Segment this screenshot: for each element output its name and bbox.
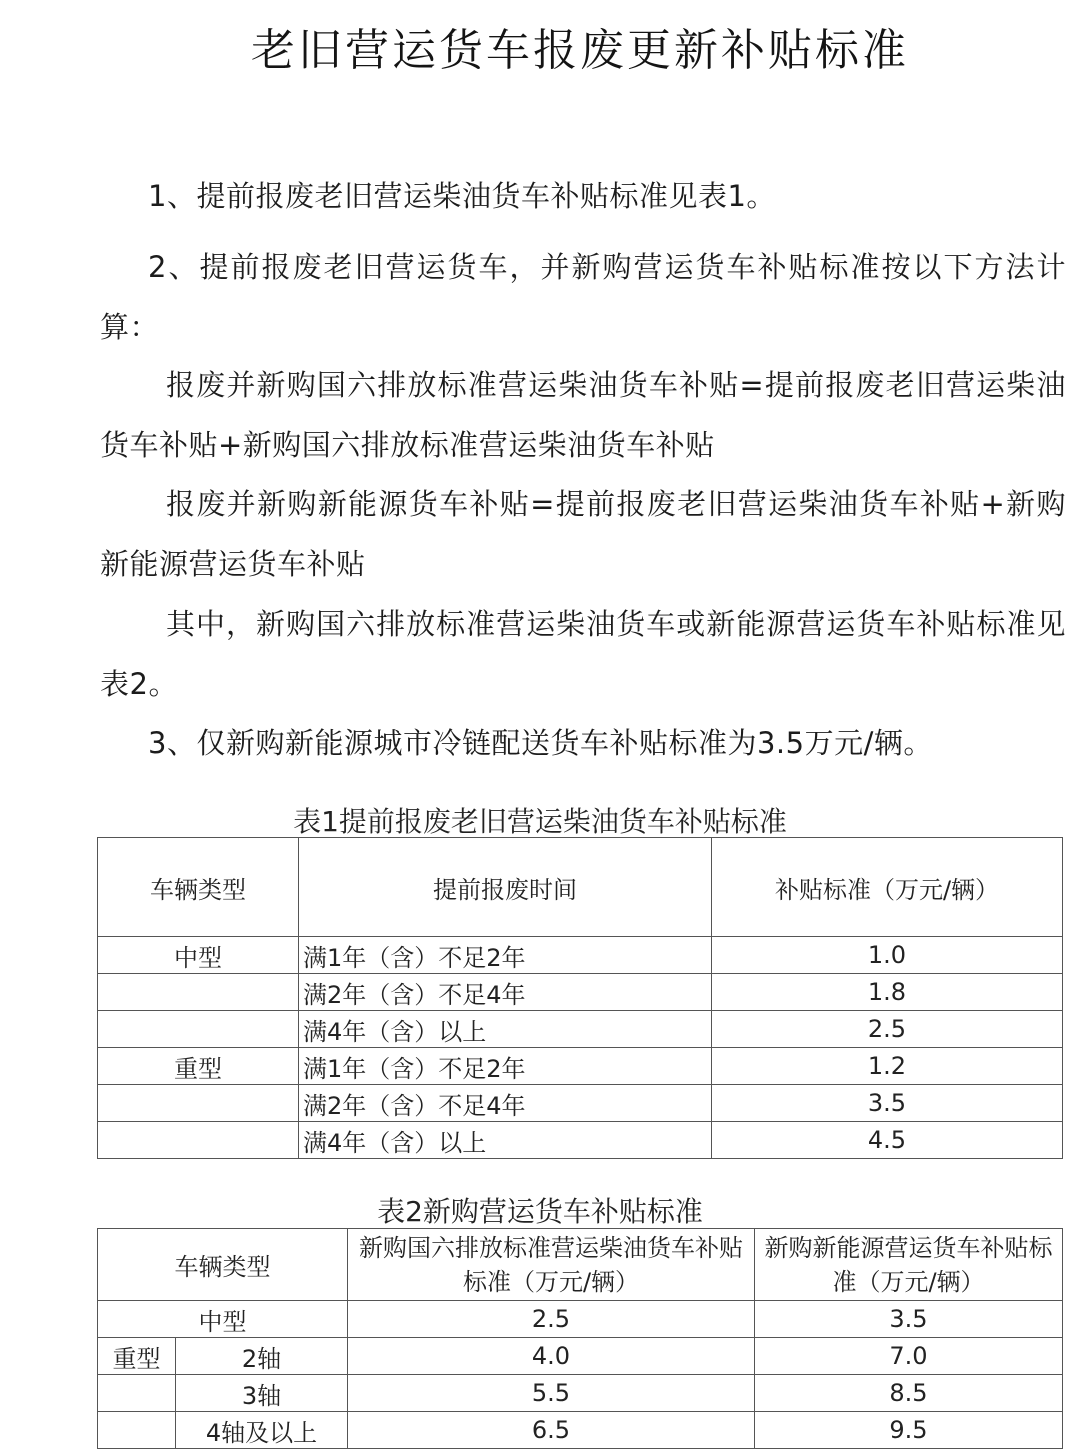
paragraph-note: 其中，新购国六排放标准营运柴油货车或新能源营运货车补贴标准见表2。 — [100, 607, 1066, 701]
table2-header-cell: 新购新能源营运货车补贴标准（万元/辆） — [755, 1229, 1063, 1301]
table-row — [98, 1122, 1063, 1159]
scrap-time-cell: 满4年（含）以上 — [299, 1122, 712, 1159]
paragraph-formula-diesel: 报废并新购国六排放标准营运柴油货车补贴=提前报废老旧营运柴油货车补贴+新购国六排放标准营运柴油货车补贴 — [100, 368, 1066, 462]
table1-header-cell: 车辆类型 — [98, 838, 299, 937]
subsidy-value-cell: 1.0 — [712, 937, 1063, 974]
page-title: 老旧营运货车报废更新补贴标准 — [251, 25, 909, 76]
table-row — [98, 937, 1063, 974]
table2-caption: 表2新购营运货车补贴标准 — [377, 1195, 703, 1228]
diesel-subsidy-cell: 5.5 — [348, 1375, 755, 1412]
table-row — [98, 1085, 1063, 1122]
ev-subsidy-cell: 8.5 — [755, 1375, 1063, 1412]
subsidy-value-cell: 1.8 — [712, 974, 1063, 1011]
diesel-subsidy-cell: 4.0 — [348, 1338, 755, 1375]
paragraph-2: 2、提前报废老旧营运货车，并新购营运货车补贴标准按以下方法计算： — [100, 250, 1066, 344]
vehicle-type-cell — [98, 974, 299, 1011]
scrap-time-cell: 满2年（含）不足4年 — [299, 974, 712, 1011]
ev-subsidy-cell: 7.0 — [755, 1338, 1063, 1375]
table1-header-cell: 补贴标准（万元/辆） — [712, 838, 1063, 937]
vehicle-group-cell: 重型 — [98, 1338, 176, 1375]
vehicle-type-cell — [98, 1085, 299, 1122]
table1-header-row — [98, 838, 1063, 937]
subsidy-value-cell: 2.5 — [712, 1011, 1063, 1048]
table1-header-cell: 提前报废时间 — [299, 838, 712, 937]
table2-header-cell: 车辆类型 — [98, 1229, 348, 1301]
table1 — [97, 837, 1063, 1159]
table-row — [98, 1338, 1063, 1375]
vehicle-type-cell: 中型 — [98, 1301, 348, 1338]
paragraph-3: 3、仅新购新能源城市冷链配送货车补贴标准为3.5万元/辆。 — [148, 726, 933, 760]
ev-subsidy-cell: 3.5 — [755, 1301, 1063, 1338]
table-row — [98, 1375, 1063, 1412]
scrap-time-cell: 满1年（含）不足2年 — [299, 937, 712, 974]
table-row — [98, 974, 1063, 1011]
vehicle-type-cell: 中型 — [98, 937, 299, 974]
table2-header-row — [98, 1229, 1063, 1301]
vehicle-group-cell — [98, 1412, 176, 1449]
ev-subsidy-cell: 9.5 — [755, 1412, 1063, 1449]
axle-cell: 3轴 — [176, 1375, 348, 1412]
diesel-subsidy-cell: 2.5 — [348, 1301, 755, 1338]
vehicle-group-cell — [98, 1375, 176, 1412]
diesel-subsidy-cell: 6.5 — [348, 1412, 755, 1449]
subsidy-value-cell: 4.5 — [712, 1122, 1063, 1159]
table2 — [97, 1228, 1063, 1449]
paragraph-formula-ev: 报废并新购新能源货车补贴=提前报废老旧营运柴油货车补贴+新购新能源营运货车补贴 — [100, 487, 1066, 581]
subsidy-value-cell: 3.5 — [712, 1085, 1063, 1122]
table2-header-cell: 新购国六排放标准营运柴油货车补贴标准（万元/辆） — [348, 1229, 755, 1301]
axle-cell: 2轴 — [176, 1338, 348, 1375]
table-row — [98, 1301, 1063, 1338]
vehicle-type-cell — [98, 1122, 299, 1159]
vehicle-type-cell: 重型 — [98, 1048, 299, 1085]
scrap-time-cell: 满4年（含）以上 — [299, 1011, 712, 1048]
axle-cell: 4轴及以上 — [176, 1412, 348, 1449]
table1-caption: 表1提前报废老旧营运柴油货车补贴标准 — [293, 805, 787, 838]
table-row — [98, 1011, 1063, 1048]
paragraph-1: 1、提前报废老旧营运柴油货车补贴标准见表1。 — [148, 179, 776, 213]
scrap-time-cell: 满1年（含）不足2年 — [299, 1048, 712, 1085]
subsidy-value-cell: 1.2 — [712, 1048, 1063, 1085]
vehicle-type-cell — [98, 1011, 299, 1048]
table-row — [98, 1048, 1063, 1085]
table-row — [98, 1412, 1063, 1449]
scrap-time-cell: 满2年（含）不足4年 — [299, 1085, 712, 1122]
